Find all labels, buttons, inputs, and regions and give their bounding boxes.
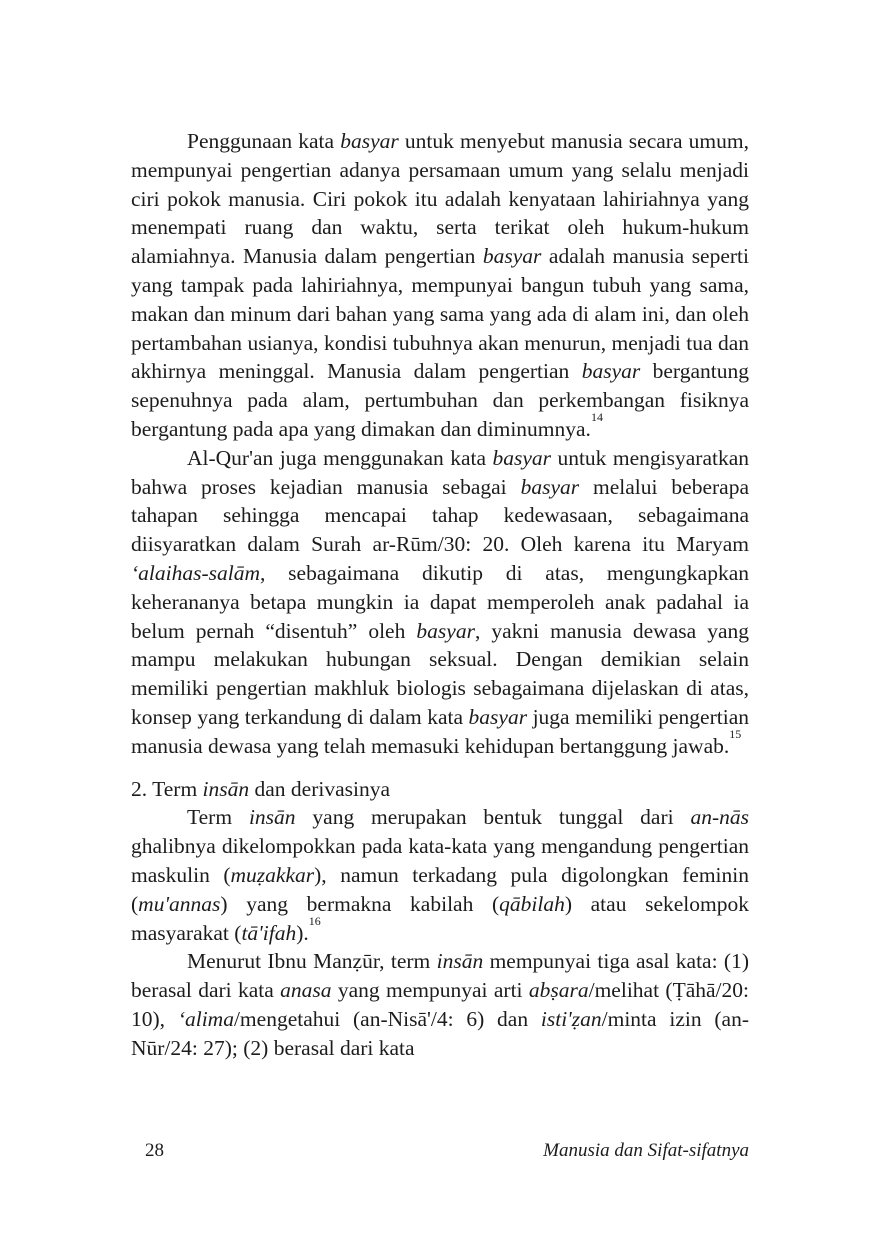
italic-term: an-nās: [690, 805, 749, 830]
italic-term: basyar: [468, 704, 528, 729]
italic-term: isti'ẓan: [540, 1006, 602, 1031]
section-heading: [131, 775, 749, 804]
text-run: Term: [187, 805, 249, 830]
text-run: /minta izin (an-Nūr/24: 27); (2) berasal dari kata: [131, 1006, 749, 1060]
italic-term: abṣara: [528, 978, 589, 1003]
italic-term: basyar: [482, 244, 542, 269]
text-run: ), namun terkadang pula digolongkan feminin (: [131, 862, 749, 916]
text-run: 2. Term: [131, 776, 203, 801]
text-run: ) atau sekelompok masyarakat (: [131, 891, 749, 945]
text-run: melalui beberapa tahapan sehingga mencapai tahap kedewasaan, sebagaimana diisyaratkan dalam Surah ar-Rūm/30: 20. Oleh karena itu Maryam: [131, 474, 749, 557]
text-run: /melihat (Ṭāhā/20: 10),: [131, 978, 749, 1031]
paragraph: [131, 947, 749, 1062]
italic-term: basyar: [492, 445, 552, 470]
main-text: [131, 127, 749, 1063]
page-number: 28: [145, 1140, 164, 1161]
text-run: ) yang bermakna kabilah (: [220, 891, 500, 916]
text-run: untuk mengisyaratkan bahwa proses kejadian manusia sebagai: [131, 445, 749, 499]
text-run: dan derivasinya: [249, 776, 391, 801]
paragraph: [131, 803, 749, 947]
footnote-marker: 14: [590, 409, 603, 424]
text-run: yang merupakan bentuk tunggal dari: [295, 805, 691, 830]
italic-term: insān: [248, 805, 296, 830]
italic-term: insān: [436, 949, 484, 974]
italic-term: anasa: [280, 978, 332, 1003]
text-run: , yakni manusia dewasa yang mampu melakukan hubungan seksual. Dengan demikian selain memiliki pengertian makhluk biologis sebagaimana dijelaskan di atas, konsep yang terkandung di dalam kata: [131, 618, 749, 729]
italic-term: insān: [202, 776, 250, 801]
italic-term: muẓakkar: [230, 862, 315, 887]
footnote-marker: 16: [308, 913, 321, 928]
body-paragraphs-2: [131, 803, 749, 1062]
italic-term: basyar: [520, 474, 580, 499]
text-run: ghalibnya dikelompokkan pada kata-kata yang mengandung pengertian maskulin (: [131, 834, 749, 887]
italic-term: ‘alima: [177, 1006, 234, 1031]
text-run: yang mempunyai arti: [331, 978, 529, 1003]
text-run: ).: [296, 920, 309, 945]
text-run: bergantung sepenuhnya pada alam, pertumbuhan dan perkembangan fisiknya bergantung pada apa yang dimakan dan diminumnya.: [131, 359, 749, 441]
text-run: juga memiliki pengertian manusia dewasa yang telah memasuki kehidupan bertanggung jawab.: [131, 704, 749, 758]
text-run: Penggunaan kata: [187, 129, 341, 153]
running-title: Manusia dan Sifat-sifatnya: [543, 1140, 749, 1161]
text-run: , sebagaimana dikutip di atas, mengungkapkan keherananya betapa mungkin ia dapat memperoleh anak padahal ia belum pernah “disentuh” oleh: [131, 560, 749, 643]
body-paragraphs-1: [131, 127, 749, 761]
paragraph: [131, 127, 749, 444]
text-run: Al-Qur'an juga menggunakan kata: [187, 445, 493, 470]
text-run: mempunyai tiga asal kata: (1) berasal dari kata: [131, 949, 749, 1003]
italic-term: mu'annas: [138, 891, 221, 916]
text-run: Menurut Ibnu Manẓūr, term: [187, 949, 437, 974]
italic-term: tā'ifah: [241, 920, 297, 945]
italic-term: qābilah: [499, 891, 565, 916]
italic-term: ‘alaihas-salām: [131, 560, 260, 585]
italic-term: basyar: [581, 359, 641, 384]
text-run: /mengetahui (an-Nisā'/4: 6) dan: [233, 1006, 541, 1031]
text-run: adalah manusia seperti yang tampak pada lahiriahnya, mempunyai bangun tubuh yang sama, makan dan minum dari bahan yang sama yang ada di alam ini, dan oleh pertambahan usianya, kondisi tubuhnya akan menurun, menjadi tua dan akhirnya meninggal. Manusia dalam pengertian: [131, 244, 750, 384]
text-run: untuk menyebut manusia secara umum, mempunyai pengertian adanya persamaan umum yang selalu menjadi ciri pokok manusia. Ciri pokok itu adalah kenyataan lahiriahnya yang menempati ruang dan waktu, serta terikat oleh hukum-hukum alamiahnya. Manusia dalam pengertian: [131, 129, 749, 269]
italic-term: basyar: [340, 129, 399, 153]
paragraph: [131, 444, 749, 761]
italic-term: basyar: [416, 618, 475, 643]
footnote-marker: 15: [729, 726, 742, 741]
